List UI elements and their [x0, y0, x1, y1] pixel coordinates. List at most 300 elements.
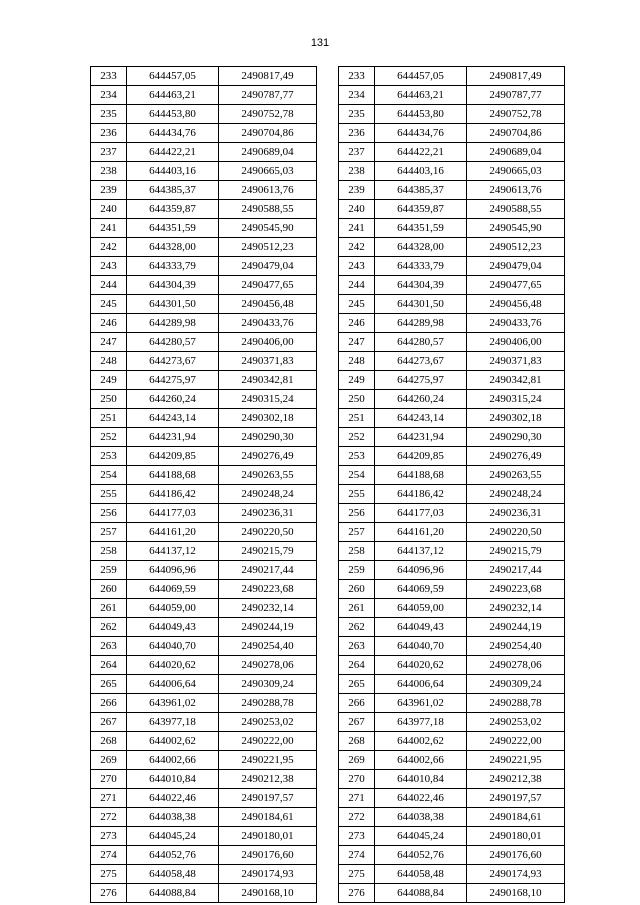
x-coordinate-cell: 644453,80 [375, 105, 467, 124]
y-coordinate-cell: 2490315,24 [219, 390, 317, 409]
y-coordinate-cell: 2490433,76 [219, 314, 317, 333]
table-row [339, 618, 565, 637]
y-coordinate-cell: 2490665,03 [467, 162, 565, 181]
y-coordinate-cell: 2490704,86 [219, 124, 317, 143]
y-coordinate-cell: 2490371,83 [467, 352, 565, 371]
table-row [91, 884, 317, 903]
table-row [339, 181, 565, 200]
x-coordinate-cell: 644186,42 [375, 485, 467, 504]
table-row [339, 409, 565, 428]
x-coordinate-cell: 644177,03 [127, 504, 219, 523]
x-coordinate-cell: 644260,24 [127, 390, 219, 409]
table-row [339, 656, 565, 675]
y-coordinate-cell: 2490588,55 [219, 200, 317, 219]
table-row [91, 542, 317, 561]
table-row [91, 295, 317, 314]
x-coordinate-cell: 643977,18 [375, 713, 467, 732]
table-row [91, 447, 317, 466]
x-coordinate-cell: 644243,14 [375, 409, 467, 428]
table-row [91, 86, 317, 105]
y-coordinate-cell: 2490276,49 [219, 447, 317, 466]
table-body-left [91, 67, 317, 903]
point-number-cell: 262 [91, 618, 127, 637]
table-row [91, 162, 317, 181]
y-coordinate-cell: 2490236,31 [219, 504, 317, 523]
point-number-cell: 250 [339, 390, 375, 409]
table-row [339, 162, 565, 181]
table-row [91, 637, 317, 656]
x-coordinate-cell: 644002,62 [127, 732, 219, 751]
point-number-cell: 244 [339, 276, 375, 295]
x-coordinate-cell: 644231,94 [375, 428, 467, 447]
point-number-cell: 240 [91, 200, 127, 219]
point-number-cell: 264 [91, 656, 127, 675]
x-coordinate-cell: 644385,37 [127, 181, 219, 200]
y-coordinate-cell: 2490221,95 [219, 751, 317, 770]
y-coordinate-cell: 2490545,90 [219, 219, 317, 238]
point-number-cell: 241 [339, 219, 375, 238]
point-number-cell: 274 [339, 846, 375, 865]
coordinates-table-left [90, 66, 317, 903]
x-coordinate-cell: 644059,00 [127, 599, 219, 618]
x-coordinate-cell: 644457,05 [375, 67, 467, 86]
table-row [91, 409, 317, 428]
y-coordinate-cell: 2490168,10 [467, 884, 565, 903]
table-row [91, 599, 317, 618]
table-row [339, 428, 565, 447]
table-row [91, 751, 317, 770]
y-coordinate-cell: 2490184,61 [467, 808, 565, 827]
table-row [339, 789, 565, 808]
y-coordinate-cell: 2490276,49 [467, 447, 565, 466]
point-number-cell: 274 [91, 846, 127, 865]
y-coordinate-cell: 2490315,24 [467, 390, 565, 409]
x-coordinate-cell: 644020,62 [127, 656, 219, 675]
x-coordinate-cell: 644463,21 [375, 86, 467, 105]
table-row [91, 200, 317, 219]
table-row [339, 295, 565, 314]
y-coordinate-cell: 2490817,49 [467, 67, 565, 86]
x-coordinate-cell: 644002,66 [375, 751, 467, 770]
table-row [91, 808, 317, 827]
point-number-cell: 264 [339, 656, 375, 675]
point-number-cell: 266 [91, 694, 127, 713]
y-coordinate-cell: 2490248,24 [467, 485, 565, 504]
table-row [91, 143, 317, 162]
point-number-cell: 263 [339, 637, 375, 656]
x-coordinate-cell: 644301,50 [127, 295, 219, 314]
x-coordinate-cell: 644351,59 [375, 219, 467, 238]
point-number-cell: 262 [339, 618, 375, 637]
point-number-cell: 235 [91, 105, 127, 124]
table-row [91, 656, 317, 675]
x-coordinate-cell: 644088,84 [375, 884, 467, 903]
point-number-cell: 247 [91, 333, 127, 352]
point-number-cell: 265 [91, 675, 127, 694]
table-row [91, 865, 317, 884]
y-coordinate-cell: 2490309,24 [219, 675, 317, 694]
table-row [91, 523, 317, 542]
x-coordinate-cell: 644040,70 [127, 637, 219, 656]
y-coordinate-cell: 2490236,31 [467, 504, 565, 523]
point-number-cell: 237 [91, 143, 127, 162]
table-row [91, 466, 317, 485]
x-coordinate-cell: 644045,24 [127, 827, 219, 846]
y-coordinate-cell: 2490197,57 [219, 789, 317, 808]
x-coordinate-cell: 644333,79 [375, 257, 467, 276]
x-coordinate-cell: 644038,38 [375, 808, 467, 827]
y-coordinate-cell: 2490290,30 [467, 428, 565, 447]
y-coordinate-cell: 2490215,79 [467, 542, 565, 561]
table-row [91, 485, 317, 504]
table-row [91, 352, 317, 371]
point-number-cell: 242 [339, 238, 375, 257]
x-coordinate-cell: 644188,68 [375, 466, 467, 485]
point-number-cell: 236 [339, 124, 375, 143]
x-coordinate-cell: 644137,12 [375, 542, 467, 561]
table-row [339, 352, 565, 371]
table-row [339, 732, 565, 751]
point-number-cell: 270 [339, 770, 375, 789]
y-coordinate-cell: 2490220,50 [219, 523, 317, 542]
x-coordinate-cell: 644209,85 [127, 447, 219, 466]
table-row [91, 428, 317, 447]
y-coordinate-cell: 2490222,00 [467, 732, 565, 751]
point-number-cell: 257 [91, 523, 127, 542]
table-row [339, 257, 565, 276]
point-number-cell: 253 [91, 447, 127, 466]
y-coordinate-cell: 2490342,81 [219, 371, 317, 390]
point-number-cell: 249 [91, 371, 127, 390]
y-coordinate-cell: 2490222,00 [219, 732, 317, 751]
y-coordinate-cell: 2490288,78 [219, 694, 317, 713]
point-number-cell: 239 [339, 181, 375, 200]
table-row [339, 599, 565, 618]
point-number-cell: 241 [91, 219, 127, 238]
y-coordinate-cell: 2490253,02 [219, 713, 317, 732]
point-number-cell: 247 [339, 333, 375, 352]
y-coordinate-cell: 2490309,24 [467, 675, 565, 694]
x-coordinate-cell: 644275,97 [375, 371, 467, 390]
point-number-cell: 235 [339, 105, 375, 124]
y-coordinate-cell: 2490215,79 [219, 542, 317, 561]
table-row [91, 580, 317, 599]
y-coordinate-cell: 2490263,55 [467, 466, 565, 485]
x-coordinate-cell: 644301,50 [375, 295, 467, 314]
x-coordinate-cell: 644209,85 [375, 447, 467, 466]
y-coordinate-cell: 2490512,23 [467, 238, 565, 257]
point-number-cell: 271 [339, 789, 375, 808]
x-coordinate-cell: 644069,59 [375, 580, 467, 599]
x-coordinate-cell: 644010,84 [375, 770, 467, 789]
x-coordinate-cell: 644038,38 [127, 808, 219, 827]
x-coordinate-cell: 644403,16 [127, 162, 219, 181]
x-coordinate-cell: 644385,37 [375, 181, 467, 200]
table-row [339, 865, 565, 884]
y-coordinate-cell: 2490244,19 [219, 618, 317, 637]
x-coordinate-cell: 644280,57 [375, 333, 467, 352]
table-row [339, 333, 565, 352]
x-coordinate-cell: 644006,64 [127, 675, 219, 694]
y-coordinate-cell: 2490477,65 [219, 276, 317, 295]
x-coordinate-cell: 644010,84 [127, 770, 219, 789]
point-number-cell: 271 [91, 789, 127, 808]
point-number-cell: 260 [91, 580, 127, 599]
x-coordinate-cell: 644088,84 [127, 884, 219, 903]
point-number-cell: 236 [91, 124, 127, 143]
point-number-cell: 254 [339, 466, 375, 485]
point-number-cell: 252 [91, 428, 127, 447]
y-coordinate-cell: 2490278,06 [467, 656, 565, 675]
point-number-cell: 258 [339, 542, 375, 561]
y-coordinate-cell: 2490752,78 [467, 105, 565, 124]
x-coordinate-cell: 644161,20 [127, 523, 219, 542]
point-number-cell: 250 [91, 390, 127, 409]
x-coordinate-cell: 644289,98 [375, 314, 467, 333]
point-number-cell: 239 [91, 181, 127, 200]
point-number-cell: 243 [339, 257, 375, 276]
y-coordinate-cell: 2490588,55 [467, 200, 565, 219]
x-coordinate-cell: 644058,48 [127, 865, 219, 884]
y-coordinate-cell: 2490752,78 [219, 105, 317, 124]
x-coordinate-cell: 644273,67 [375, 352, 467, 371]
y-coordinate-cell: 2490787,77 [219, 86, 317, 105]
point-number-cell: 258 [91, 542, 127, 561]
x-coordinate-cell: 644333,79 [127, 257, 219, 276]
point-number-cell: 272 [339, 808, 375, 827]
x-coordinate-cell: 644403,16 [375, 162, 467, 181]
point-number-cell: 245 [339, 295, 375, 314]
table-row [339, 143, 565, 162]
y-coordinate-cell: 2490263,55 [219, 466, 317, 485]
point-number-cell: 263 [91, 637, 127, 656]
point-number-cell: 256 [339, 504, 375, 523]
y-coordinate-cell: 2490342,81 [467, 371, 565, 390]
x-coordinate-cell: 644304,39 [127, 276, 219, 295]
table-row [339, 371, 565, 390]
point-number-cell: 253 [339, 447, 375, 466]
x-coordinate-cell: 644049,43 [375, 618, 467, 637]
x-coordinate-cell: 644006,64 [375, 675, 467, 694]
y-coordinate-cell: 2490223,68 [467, 580, 565, 599]
x-coordinate-cell: 644359,87 [375, 200, 467, 219]
x-coordinate-cell: 644002,66 [127, 751, 219, 770]
table-row [91, 257, 317, 276]
table-row [339, 580, 565, 599]
point-number-cell: 269 [339, 751, 375, 770]
y-coordinate-cell: 2490244,19 [467, 618, 565, 637]
y-coordinate-cell: 2490212,38 [219, 770, 317, 789]
y-coordinate-cell: 2490174,93 [219, 865, 317, 884]
table-row [91, 181, 317, 200]
y-coordinate-cell: 2490302,18 [467, 409, 565, 428]
point-number-cell: 259 [339, 561, 375, 580]
x-coordinate-cell: 644351,59 [127, 219, 219, 238]
table-row [91, 238, 317, 257]
point-number-cell: 245 [91, 295, 127, 314]
y-coordinate-cell: 2490288,78 [467, 694, 565, 713]
x-coordinate-cell: 644052,76 [375, 846, 467, 865]
point-number-cell: 238 [339, 162, 375, 181]
point-number-cell: 234 [339, 86, 375, 105]
y-coordinate-cell: 2490665,03 [219, 162, 317, 181]
table-row [339, 504, 565, 523]
x-coordinate-cell: 644457,05 [127, 67, 219, 86]
table-row [339, 67, 565, 86]
point-number-cell: 266 [339, 694, 375, 713]
y-coordinate-cell: 2490217,44 [219, 561, 317, 580]
y-coordinate-cell: 2490456,48 [219, 295, 317, 314]
table-row [339, 808, 565, 827]
x-coordinate-cell: 643961,02 [127, 694, 219, 713]
point-number-cell: 249 [339, 371, 375, 390]
x-coordinate-cell: 644453,80 [127, 105, 219, 124]
point-number-cell: 260 [339, 580, 375, 599]
y-coordinate-cell: 2490689,04 [219, 143, 317, 162]
x-coordinate-cell: 644289,98 [127, 314, 219, 333]
table-row [91, 770, 317, 789]
x-coordinate-cell: 644188,68 [127, 466, 219, 485]
table-row [91, 276, 317, 295]
point-number-cell: 275 [91, 865, 127, 884]
table-row [339, 542, 565, 561]
y-coordinate-cell: 2490180,01 [219, 827, 317, 846]
point-number-cell: 246 [339, 314, 375, 333]
table-row [91, 846, 317, 865]
table-row [339, 276, 565, 295]
y-coordinate-cell: 2490248,24 [219, 485, 317, 504]
table-row [339, 219, 565, 238]
table-row [91, 371, 317, 390]
y-coordinate-cell: 2490176,60 [467, 846, 565, 865]
y-coordinate-cell: 2490613,76 [219, 181, 317, 200]
point-number-cell: 234 [91, 86, 127, 105]
x-coordinate-cell: 644022,46 [375, 789, 467, 808]
table-row [91, 789, 317, 808]
point-number-cell: 273 [339, 827, 375, 846]
point-number-cell: 237 [339, 143, 375, 162]
y-coordinate-cell: 2490254,40 [219, 637, 317, 656]
point-number-cell: 276 [91, 884, 127, 903]
table-row [339, 751, 565, 770]
y-coordinate-cell: 2490479,04 [219, 257, 317, 276]
table-row [339, 770, 565, 789]
y-coordinate-cell: 2490302,18 [219, 409, 317, 428]
point-number-cell: 265 [339, 675, 375, 694]
table-row [339, 827, 565, 846]
table-row [339, 200, 565, 219]
point-number-cell: 267 [339, 713, 375, 732]
y-coordinate-cell: 2490232,14 [467, 599, 565, 618]
y-coordinate-cell: 2490479,04 [467, 257, 565, 276]
x-coordinate-cell: 644359,87 [127, 200, 219, 219]
table-row [339, 713, 565, 732]
coordinates-table-right [338, 66, 565, 903]
table-row [339, 884, 565, 903]
table-row [91, 124, 317, 143]
x-coordinate-cell: 644096,96 [375, 561, 467, 580]
x-coordinate-cell: 644186,42 [127, 485, 219, 504]
y-coordinate-cell: 2490512,23 [219, 238, 317, 257]
table-row [339, 523, 565, 542]
point-number-cell: 269 [91, 751, 127, 770]
table-row [91, 618, 317, 637]
point-number-cell: 275 [339, 865, 375, 884]
table-row [91, 390, 317, 409]
table-row [339, 466, 565, 485]
table-row [91, 219, 317, 238]
y-coordinate-cell: 2490253,02 [467, 713, 565, 732]
point-number-cell: 261 [91, 599, 127, 618]
table-row [339, 561, 565, 580]
y-coordinate-cell: 2490290,30 [219, 428, 317, 447]
point-number-cell: 251 [91, 409, 127, 428]
y-coordinate-cell: 2490477,65 [467, 276, 565, 295]
x-coordinate-cell: 644177,03 [375, 504, 467, 523]
point-number-cell: 276 [339, 884, 375, 903]
table-row [339, 86, 565, 105]
table-row [91, 333, 317, 352]
point-number-cell: 248 [339, 352, 375, 371]
y-coordinate-cell: 2490406,00 [219, 333, 317, 352]
point-number-cell: 255 [339, 485, 375, 504]
point-number-cell: 243 [91, 257, 127, 276]
x-coordinate-cell: 644002,62 [375, 732, 467, 751]
x-coordinate-cell: 644022,46 [127, 789, 219, 808]
x-coordinate-cell: 643961,02 [375, 694, 467, 713]
table-row [91, 67, 317, 86]
point-number-cell: 238 [91, 162, 127, 181]
table-row [91, 504, 317, 523]
y-coordinate-cell: 2490433,76 [467, 314, 565, 333]
point-number-cell: 233 [339, 67, 375, 86]
y-coordinate-cell: 2490254,40 [467, 637, 565, 656]
x-coordinate-cell: 644096,96 [127, 561, 219, 580]
y-coordinate-cell: 2490168,10 [219, 884, 317, 903]
y-coordinate-cell: 2490184,61 [219, 808, 317, 827]
x-coordinate-cell: 644020,62 [375, 656, 467, 675]
x-coordinate-cell: 644434,76 [375, 124, 467, 143]
table-row [339, 314, 565, 333]
y-coordinate-cell: 2490180,01 [467, 827, 565, 846]
y-coordinate-cell: 2490689,04 [467, 143, 565, 162]
point-number-cell: 267 [91, 713, 127, 732]
y-coordinate-cell: 2490197,57 [467, 789, 565, 808]
x-coordinate-cell: 644049,43 [127, 618, 219, 637]
table-body-right [339, 67, 565, 903]
page-number: 131 [310, 37, 330, 49]
point-number-cell: 252 [339, 428, 375, 447]
x-coordinate-cell: 644052,76 [127, 846, 219, 865]
x-coordinate-cell: 644422,21 [127, 143, 219, 162]
x-coordinate-cell: 644434,76 [127, 124, 219, 143]
y-coordinate-cell: 2490174,93 [467, 865, 565, 884]
x-coordinate-cell: 644422,21 [375, 143, 467, 162]
table-row [339, 447, 565, 466]
point-number-cell: 248 [91, 352, 127, 371]
table-row [339, 238, 565, 257]
y-coordinate-cell: 2490406,00 [467, 333, 565, 352]
y-coordinate-cell: 2490613,76 [467, 181, 565, 200]
table-row [339, 846, 565, 865]
y-coordinate-cell: 2490232,14 [219, 599, 317, 618]
x-coordinate-cell: 644304,39 [375, 276, 467, 295]
y-coordinate-cell: 2490212,38 [467, 770, 565, 789]
y-coordinate-cell: 2490221,95 [467, 751, 565, 770]
point-number-cell: 254 [91, 466, 127, 485]
x-coordinate-cell: 644463,21 [127, 86, 219, 105]
table-row [339, 637, 565, 656]
